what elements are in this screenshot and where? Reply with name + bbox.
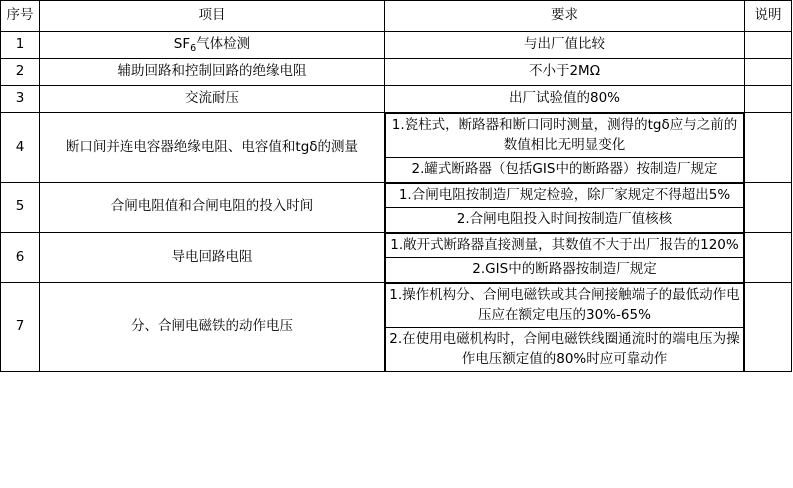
header-cell-requirement: 要求	[385, 1, 745, 32]
table-row	[1, 59, 792, 86]
row-requirement: 出厂试验值的80%	[385, 86, 745, 113]
requirement-sublist	[385, 233, 744, 282]
requirement-sublist	[385, 113, 744, 182]
row-note	[745, 59, 792, 86]
requirement-item	[386, 208, 744, 232]
row-requirement	[385, 232, 745, 282]
row-item: 交流耐压	[40, 86, 385, 113]
row-item: 导电回路电阻	[40, 232, 385, 282]
row-note	[745, 32, 792, 59]
requirement-text: 1.合闸电阻按制造厂规定检验，除厂家规定不得超出5%	[386, 183, 744, 208]
table-row	[1, 232, 792, 282]
requirement-text: 2.在使用电磁机构时，合闸电磁铁线圈通流时的端电压为操作电压额定值的80%时应可靠动作	[386, 328, 744, 372]
requirement-sublist	[385, 183, 744, 232]
row-item: 合闸电阻值和合闸电阻的投入时间	[40, 182, 385, 232]
row-no: 5	[1, 182, 40, 232]
requirement-sublist	[385, 283, 744, 371]
table-row	[1, 86, 792, 113]
row-requirement: 与出厂值比较	[385, 32, 745, 59]
row-requirement	[385, 113, 745, 183]
row-item-post: 气体检测	[196, 36, 251, 53]
header-cell-item: 项目	[40, 1, 385, 32]
row-no: 6	[1, 232, 40, 282]
requirement-item	[386, 183, 744, 208]
table-header-row	[1, 1, 792, 32]
row-requirement	[385, 282, 745, 371]
header-cell-no: 序号	[1, 1, 40, 32]
requirement-text: 2.合闸电阻投入时间按制造厂值核核	[386, 208, 744, 232]
row-requirement: 不小于2MΩ	[385, 59, 745, 86]
row-note	[745, 113, 792, 183]
row-no: 7	[1, 282, 40, 371]
table-row	[1, 32, 792, 59]
row-no: 1	[1, 32, 40, 59]
row-requirement	[385, 182, 745, 232]
row-note	[745, 282, 792, 371]
row-no: 2	[1, 59, 40, 86]
requirement-text: 1.操作机构分、合闸电磁铁或其合闸接触端子的最低动作电压应在额定电压的30%-65%	[386, 283, 744, 327]
row-note	[745, 182, 792, 232]
row-item: 断口间并连电容器绝缘电阻、电容值和tgδ的测量	[40, 113, 385, 183]
requirement-text: 1.敞开式断路器直接测量，其数值不大于出厂报告的120%	[386, 233, 744, 258]
row-item: 分、合闸电磁铁的动作电压	[40, 282, 385, 371]
requirement-item	[386, 233, 744, 258]
table-row	[1, 282, 792, 371]
row-item-subscript: 6	[190, 43, 197, 55]
requirement-text: 2.罐式断路器（包括GIS中的断路器）按制造厂规定	[386, 158, 744, 182]
header-cell-note: 说明	[745, 1, 792, 32]
requirement-item	[386, 158, 744, 182]
requirement-item	[386, 258, 744, 282]
row-item	[40, 32, 385, 59]
requirement-item	[386, 328, 744, 372]
row-item-pre: SF	[173, 36, 191, 53]
table-row	[1, 113, 792, 183]
row-note	[745, 232, 792, 282]
row-note	[745, 86, 792, 113]
row-no: 4	[1, 113, 40, 183]
row-no: 3	[1, 86, 40, 113]
table-row	[1, 182, 792, 232]
requirement-text: 1.瓷柱式，断路器和断口同时测量，测得的tgδ应与之前的数值相比无明显变化	[386, 114, 744, 158]
requirement-text: 2.GIS中的断路器按制造厂规定	[386, 258, 744, 282]
row-item: 辅助回路和控制回路的绝缘电阻	[40, 59, 385, 86]
requirement-item	[386, 283, 744, 327]
requirement-item	[386, 114, 744, 158]
